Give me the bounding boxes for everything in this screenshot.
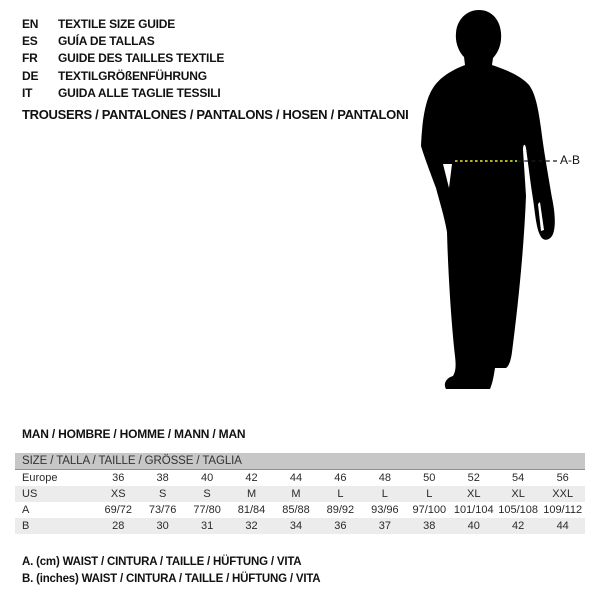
size-cell: L (407, 486, 451, 502)
size-table-header-row (15, 453, 585, 470)
row-label: Europe (22, 472, 58, 484)
table-row (15, 470, 585, 487)
language-code: DE (22, 68, 39, 83)
language-code: EN (22, 16, 39, 31)
size-cell: 73/76 (148, 504, 177, 516)
language-label: TEXTILGRÖßENFÜHRUNG (58, 68, 207, 83)
size-cell: S (140, 486, 184, 502)
size-cell: 85/88 (282, 504, 310, 516)
language-code: ES (22, 33, 38, 48)
size-cell: 37 (363, 518, 407, 534)
size-cell: 54 (512, 472, 525, 484)
size-cell: L (318, 486, 362, 502)
language-list (22, 15, 224, 101)
size-cell: 81/84 (237, 504, 266, 516)
language-row (22, 67, 224, 84)
language-label: TEXTILE SIZE GUIDE (58, 16, 176, 31)
footnotes (22, 554, 320, 587)
size-cell: 34 (274, 518, 318, 534)
man-silhouette-figure (390, 0, 590, 400)
size-cell: 93/96 (371, 504, 399, 516)
size-cell: 56 (556, 472, 569, 484)
size-cell: 105/108 (498, 504, 539, 516)
language-row (22, 15, 224, 32)
size-table (15, 453, 585, 534)
size-cell: 44 (540, 518, 585, 534)
size-cell: 50 (423, 472, 436, 484)
size-cell: 38 (156, 472, 169, 484)
size-cell: S (185, 486, 229, 502)
size-cell: 52 (467, 472, 480, 484)
size-table-body (15, 470, 585, 535)
size-cell: 30 (140, 518, 184, 534)
size-cell: 44 (289, 472, 303, 484)
language-label: GUIDA ALLE TAGLIE TESSILI (58, 85, 221, 100)
row-label: US (15, 486, 96, 502)
language-row (22, 50, 224, 67)
table-row (15, 486, 585, 502)
size-cell: 36 (318, 518, 362, 534)
language-row (22, 84, 224, 101)
size-cell: XL (496, 486, 540, 502)
size-cell: 46 (334, 472, 347, 484)
size-cell: 40 (452, 518, 496, 534)
footnote-b: B. (inches) WAIST / CINTURA / TAILLE / HÜFTUNG / VITA (22, 572, 321, 585)
size-cell: 69/72 (104, 504, 132, 516)
gender-section-title: MAN / HOMBRE / HOMME / MANN / MAN (22, 427, 246, 441)
size-cell: 101/104 (453, 504, 494, 516)
row-label: B (15, 518, 96, 534)
size-cell: 28 (96, 518, 140, 534)
size-cell: 36 (112, 472, 125, 484)
language-label: GUIDE DES TAILLES TEXTILE (58, 51, 225, 66)
size-cell: XL (452, 486, 496, 502)
language-row (22, 32, 224, 49)
footnote-a: A. (cm) WAIST / CINTURA / TAILLE / HÜFTUNG / VITA (22, 556, 302, 568)
size-cell: 89/92 (326, 504, 355, 516)
silhouette-path (421, 10, 555, 389)
size-cell: 31 (185, 518, 229, 534)
man-silhouette-svg (390, 0, 590, 400)
language-code: IT (22, 85, 33, 100)
size-cell: 109/112 (543, 504, 583, 516)
category-title: TROUSERS / PANTALONES / PANTALONS / HOSEN / PANTALONI (22, 107, 409, 122)
language-label: GUÍA DE TALLAS (58, 33, 155, 48)
size-cell: M (274, 486, 318, 502)
size-table-header-label: SIZE / TALLA / TAILLE / GRÖSSE / TAGLIA (15, 453, 585, 470)
size-cell: 77/80 (193, 504, 221, 516)
language-code: FR (22, 51, 38, 66)
size-cell: 42 (245, 472, 258, 484)
row-label: A (22, 504, 30, 516)
size-cell: 40 (200, 472, 214, 484)
size-cell: XXL (540, 486, 585, 502)
table-row (15, 518, 585, 534)
size-cell: 38 (407, 518, 451, 534)
size-cell: XS (96, 486, 140, 502)
table-row (15, 502, 585, 518)
size-cell: 97/100 (412, 504, 447, 516)
waist-measure-label: A-B (560, 153, 581, 167)
size-cell: M (229, 486, 273, 502)
size-cell: 48 (378, 472, 391, 484)
size-cell: L (363, 486, 407, 502)
size-cell: 32 (229, 518, 273, 534)
size-cell: 42 (496, 518, 540, 534)
